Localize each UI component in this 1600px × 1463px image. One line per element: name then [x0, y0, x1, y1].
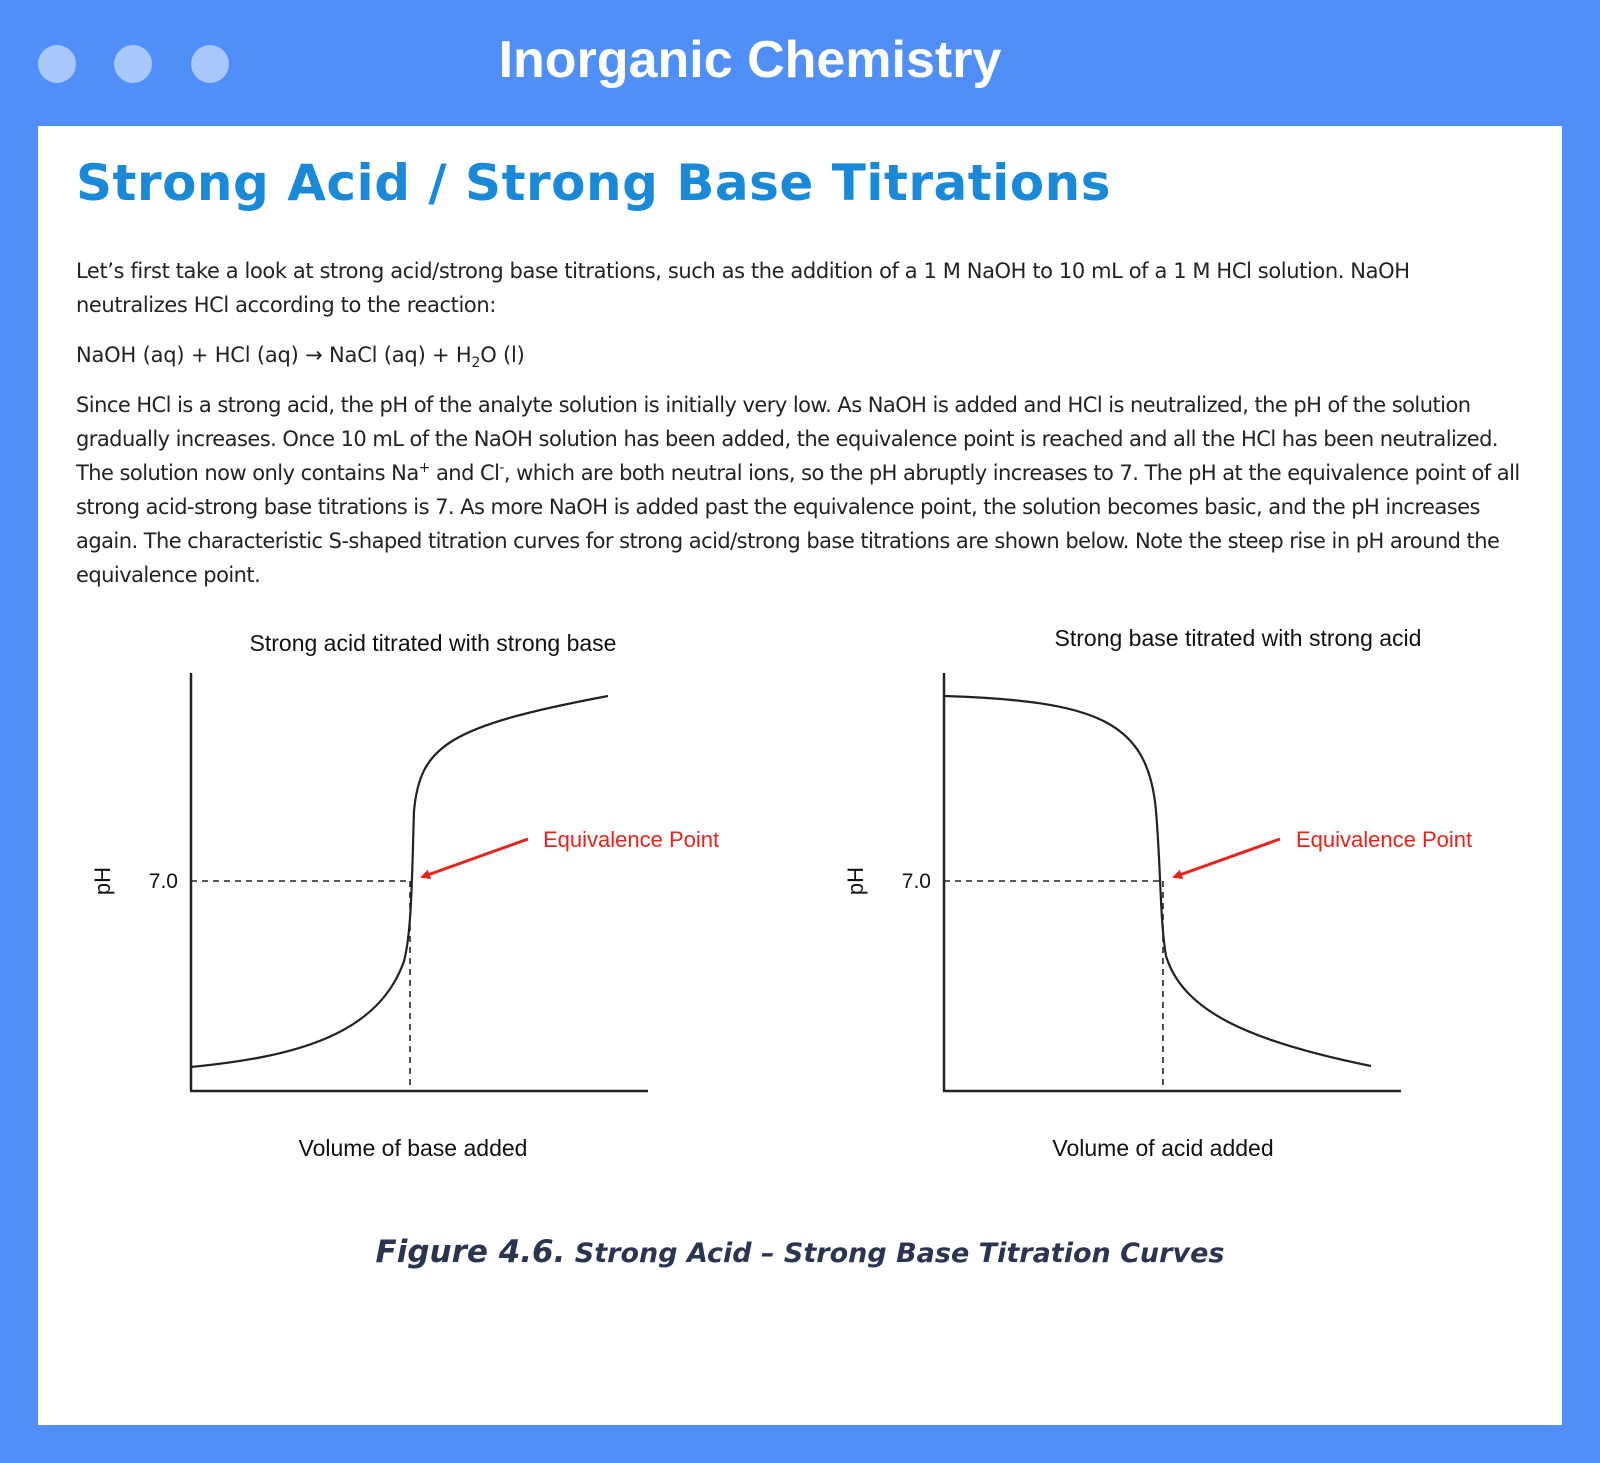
body-text-3: , which are both neutral ions, so the pH abruptly increases to 7. The pH at the equivalence point of all strong acid-strong base titrations is 7. As more NaOH is added past the equivalence point, the solution becomes basic, and the pH increases again. The characteristic S-shaped titration curves for strong acid/strong base titrations are shown below. Note the steep rise in pH around the equivalence point.	[76, 461, 1520, 587]
superscript-minus: -	[499, 460, 504, 476]
caption-label: Figure 4.6.	[375, 1234, 566, 1270]
body-text-1: Since HCl is a strong acid, the pH of the analyte solution is initially very low. As NaOH is added and HCl is neutralized, the pH of the solution gradually increases. Once 10 mL of the NaOH solution has been added, the equivalence point is reached and all the HCl has been neutralized. The solution now only contains Na	[76, 393, 1499, 485]
app-title: Inorganic Chemistry	[498, 31, 1002, 89]
page-heading: Strong Acid / Strong Base Titrations	[76, 154, 1111, 212]
window-titlebar	[0, 0, 1600, 126]
subscript: 2	[471, 355, 481, 372]
left-ytick-7: 7.0	[148, 870, 178, 893]
right-chart-title: Strong base titrated with strong acid	[1054, 625, 1422, 651]
left-x-label: Volume of base added	[298, 1135, 528, 1161]
left-y-label: pH	[90, 866, 115, 896]
equation-tail: O (l)	[480, 343, 525, 367]
left-titration-chart	[90, 630, 719, 1161]
figure-caption	[38, 1234, 1562, 1270]
left-titration-curve	[191, 696, 608, 1067]
body-paragraph	[76, 388, 1524, 592]
superscript-plus: +	[418, 460, 430, 476]
right-annotation-arrow	[1174, 839, 1280, 877]
intro-paragraph: Let’s first take a look at strong acid/strong base titrations, such as the addition of a 1 M NaOH to 10 mL of a 1 M HCl solution. NaOH neutralizes HCl according to the reaction:	[76, 259, 1410, 317]
right-equivalence-label: Equivalence Point	[1296, 827, 1473, 852]
caption-text: Strong Acid – Strong Base Titration Curves	[565, 1238, 1225, 1269]
reaction-equation	[76, 338, 1524, 372]
right-y-label: pH	[843, 866, 868, 896]
equation-products: NaCl (aq) + H	[322, 343, 472, 367]
right-ytick-7: 7.0	[901, 870, 931, 893]
left-chart-title: Strong acid titrated with strong base	[249, 630, 617, 656]
content-panel	[38, 126, 1562, 1425]
reaction-arrow: →	[305, 343, 323, 367]
equation-reactants: NaOH (aq) + HCl (aq)	[76, 343, 306, 367]
right-x-label: Volume of acid added	[1052, 1135, 1274, 1161]
body-text-2: and Cl	[429, 461, 500, 485]
right-titration-chart	[843, 625, 1472, 1161]
left-annotation-arrow	[422, 839, 528, 877]
titration-figure	[38, 611, 1562, 1311]
left-equivalence-label: Equivalence Point	[543, 827, 720, 852]
